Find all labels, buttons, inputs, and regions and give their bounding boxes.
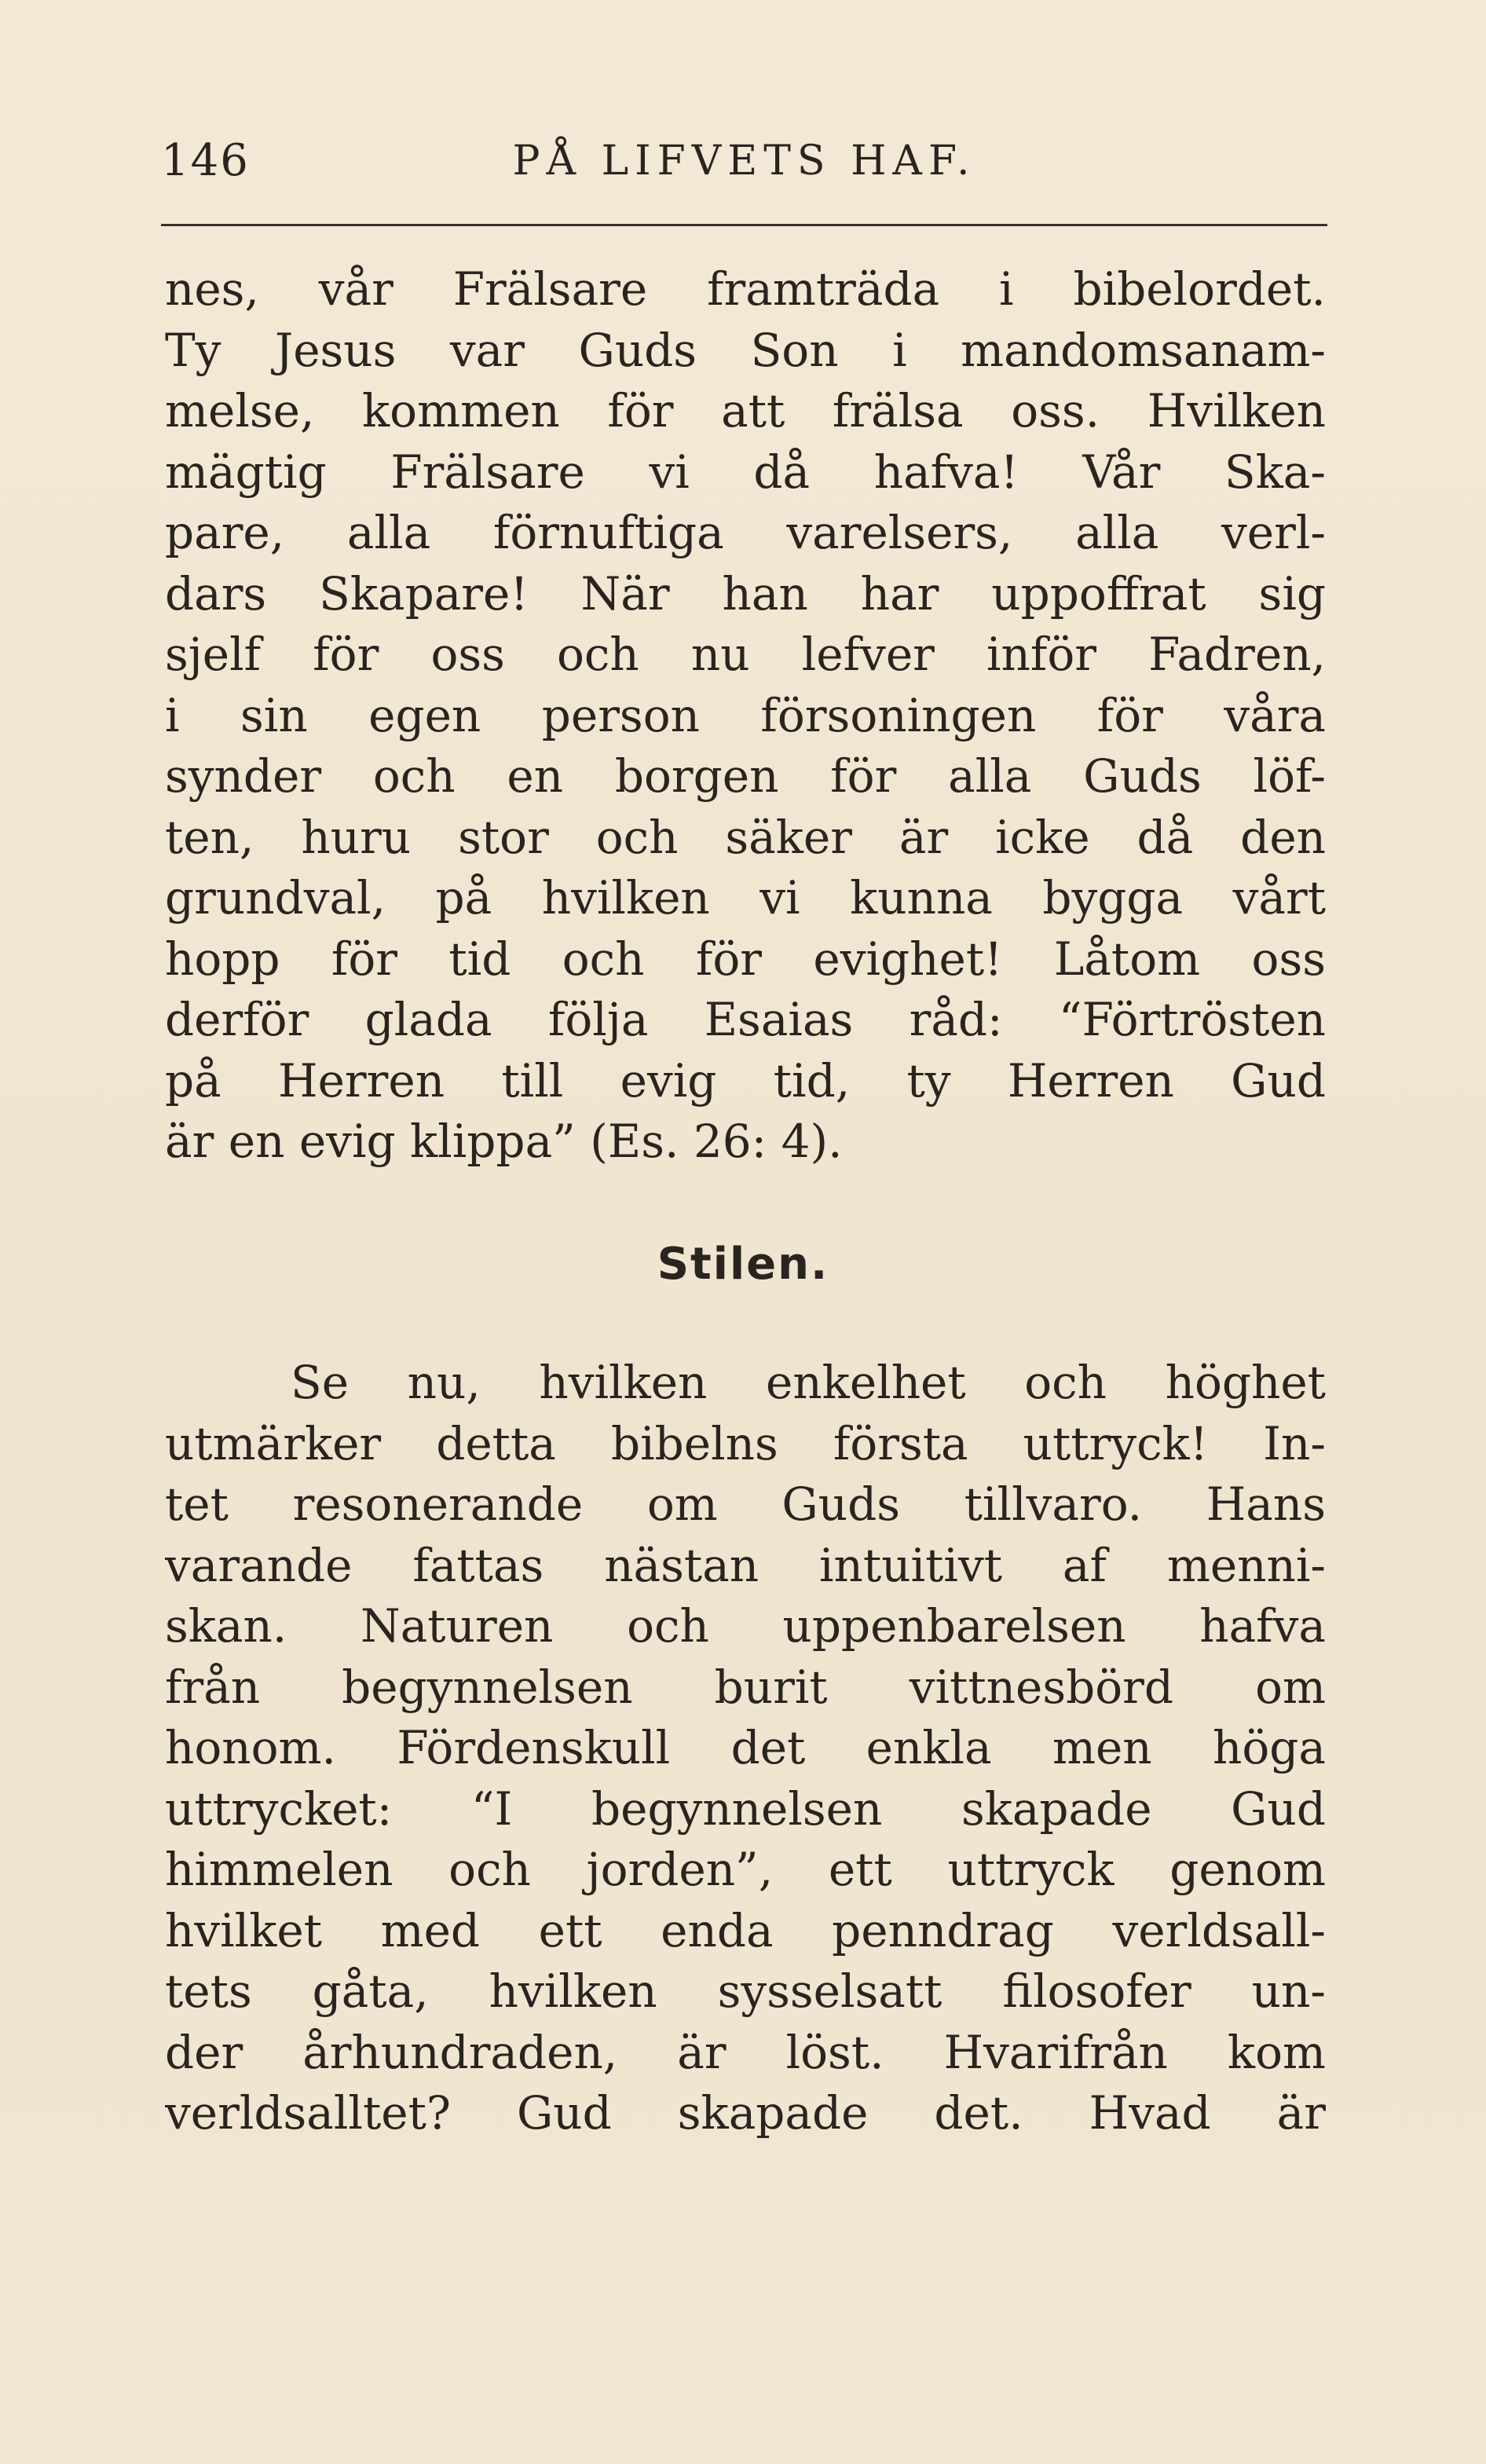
text-line: i sin egen person försoningen för våra <box>165 688 1326 742</box>
text-line: utmärker detta bibelns första uttryck! In- <box>165 1416 1326 1470</box>
text-line: ten, huru stor och säker är icke då den <box>165 810 1326 864</box>
text-line: der århundraden, är löst. Hvarifrån kom <box>165 2025 1326 2079</box>
running-head <box>161 134 1327 189</box>
text-line: himmelen och jorden”, ett uttryck genom <box>165 1843 1326 1896</box>
text-line: hopp för tid och för evighet! Låtom oss <box>165 932 1326 986</box>
text-line: nes, vår Frälsare framträda i bibelordet. <box>165 262 1326 316</box>
page-number: 146 <box>161 135 250 186</box>
text-line: derför glada följa Esaias råd: “Förtrösten <box>165 993 1326 1046</box>
text-line: melse, kommen för att frälsa oss. Hvilken <box>165 384 1326 438</box>
text-line: mägtig Frälsare vi då hafva! Vår Ska- <box>165 445 1326 499</box>
text-line: pare, alla förnuftiga varelsers, alla verl- <box>165 506 1326 559</box>
text-line: Se nu, hvilken enkelhet och höghet <box>291 1356 1326 1409</box>
text-line: sjelf för oss och nu lefver inför Fadren, <box>165 628 1326 681</box>
text-line: tets gåta, hvilken sysselsatt filosofer un- <box>165 1964 1326 2018</box>
paragraph-2 <box>165 1353 1326 2144</box>
text-line: på Herren till evig tid, ty Herren Gud <box>165 1053 1326 1108</box>
text-line: uttrycket: “I begynnelsen skapade Gud <box>165 1781 1326 1836</box>
text-line: Ty Jesus var Guds Son i mandomsanam- <box>165 323 1326 377</box>
text-line: tet resonerande om Guds tillvaro. Hans <box>165 1477 1326 1531</box>
text-line: grundval, på hvilken vi kunna bygga vårt <box>165 871 1326 924</box>
text-line: skan. Naturen och uppenbarelsen hafva <box>165 1599 1326 1653</box>
section-heading: Stilen. <box>657 1239 829 1290</box>
text-line: från begynnelsen burit vittnesbörd om <box>165 1660 1326 1714</box>
paragraph-1 <box>165 259 1326 1173</box>
text-line: synder och en borgen för alla Guds löf- <box>165 749 1326 803</box>
header-rule <box>161 224 1327 226</box>
text-line: är en evig klippa” (Es. 26: 4). <box>165 1115 843 1168</box>
text-line: dars Skapare! När han har uppoffrat sig <box>165 566 1326 621</box>
text-line: verldsalltet? Gud skapade det. Hvad är <box>165 2086 1326 2140</box>
text-line: hvilket med ett enda penndrag verldsall- <box>165 1903 1326 1957</box>
text-line: honom. Fördenskull det enkla men höga <box>165 1721 1326 1774</box>
text-line: varande fattas nästan intuitivt af menni- <box>165 1538 1326 1592</box>
running-title: PÅ LIFVETS HAF. <box>512 137 976 185</box>
